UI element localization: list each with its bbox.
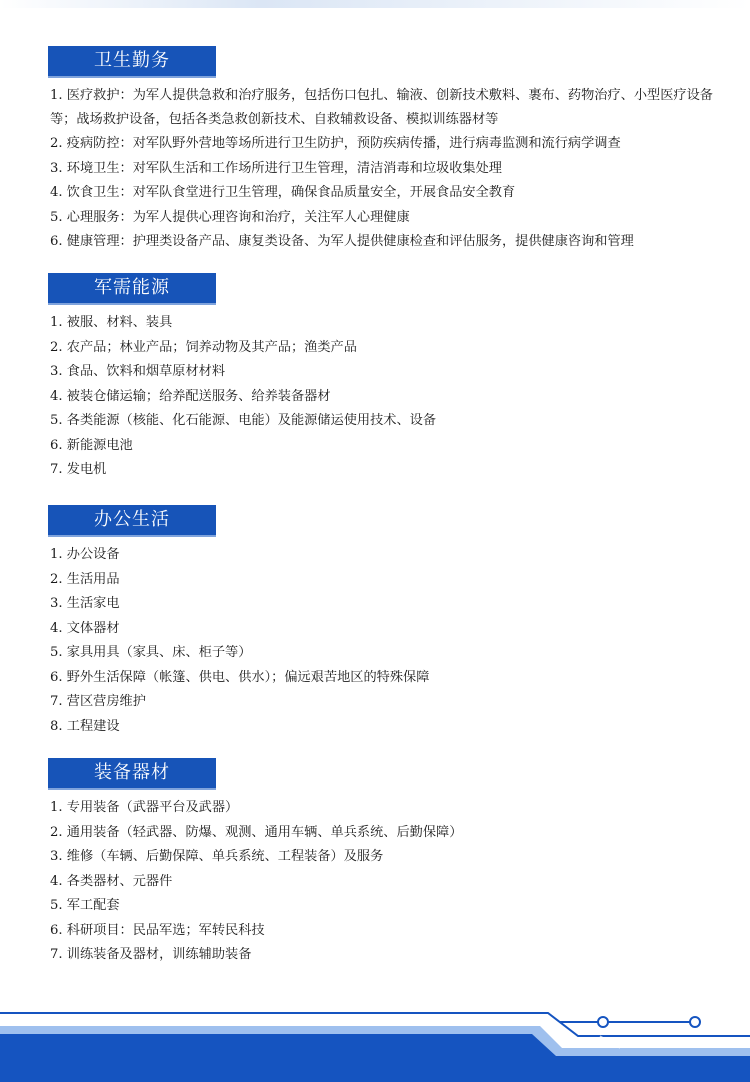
top-gradient-bar	[0, 0, 750, 8]
section-title: 办公生活	[48, 505, 216, 535]
list-item: 7. 发电机	[50, 462, 107, 477]
item-list	[50, 311, 436, 483]
list-item: 7. 营区营房维护	[50, 694, 146, 709]
circuit-node-icon	[690, 1017, 700, 1027]
footer-dark-band	[0, 1034, 750, 1082]
footer-circuit-decoration	[0, 990, 750, 1082]
list-item: 2. 疫病防控：对军队野外营地等场所进行卫生防护，预防疾病传播，进行病毒监测和流行病学调查	[50, 136, 621, 151]
list-item: 4. 文体器材	[50, 620, 120, 636]
list-item: 6. 健康管理：护理类设备产品、康复类设备、为军人提供健康检查和评估服务，提供健康咨询和管理	[50, 234, 634, 249]
list-item: 5. 军工配套	[50, 898, 120, 913]
section-title: 卫生勤务	[48, 46, 216, 76]
list-item: 4. 各类器材、元器件	[50, 873, 173, 889]
list-item: 4. 饮食卫生：对军队食堂进行卫生管理，确保食品质量安全，开展食品安全教育	[50, 185, 516, 200]
list-item: 2. 农产品；林业产品；饲养动物及其产品；渔类产品	[50, 339, 357, 355]
list-item: 1. 被服、材料、装具	[50, 315, 173, 330]
list-item: 1. 医疗救护：为军人提供急救和治疗服务，包括伤口包扎、输液、创新技术敷料、裹布、药物治疗、小型医疗设备等；战场救护设备，包括各类急救创新技术、自救辅救设备、模拟训练器材等	[50, 88, 713, 127]
list-item: 6. 科研项目：民品军选；军转民科技	[50, 922, 265, 938]
list-item: 3. 维修（车辆、后勤保障、单兵系统、工程装备）及服务	[50, 849, 384, 864]
list-item: 6. 新能源电池	[50, 437, 133, 453]
list-item: 5. 心理服务：为军人提供心理咨询和治疗，关注军人心理健康	[50, 209, 410, 225]
list-item: 1. 办公设备	[50, 547, 120, 562]
circuit-line-accent	[600, 1036, 620, 1048]
list-item: 1. 专用装备（武器平台及武器）	[50, 800, 239, 815]
circuit-node-icon	[598, 1017, 608, 1027]
item-list	[50, 543, 429, 739]
list-item: 3. 食品、饮料和烟草原材材料	[50, 364, 226, 379]
list-item: 7. 训练装备及器材，训练辅助装备	[50, 947, 252, 962]
list-item: 5. 家具用具（家具、床、柜子等）	[50, 645, 252, 660]
list-item: 4. 被装仓储运输；给养配送服务、给养装备器材	[50, 388, 331, 404]
list-item: 6. 野外生活保障（帐篷、供电、供水）；偏远艰苦地区的特殊保障	[50, 669, 430, 685]
list-item: 3. 环境卫生：对军队生活和工作场所进行卫生管理，清洁消毒和垃圾收集处理	[50, 160, 502, 176]
list-item: 2. 通用装备（轻武器、防爆、观测、通用车辆、单兵系统、后勤保障）	[50, 824, 463, 840]
list-item: 2. 生活用品	[50, 571, 120, 587]
list-item: 8. 工程建设	[50, 718, 120, 734]
item-list	[50, 84, 715, 255]
item-list	[50, 796, 462, 968]
section-title: 军需能源	[48, 273, 216, 303]
list-item: 5. 各类能源（核能、化石能源、电能）及能源储运使用技术、设备	[50, 413, 437, 428]
list-item: 3. 生活家电	[50, 596, 120, 611]
section-title: 装备器材	[48, 758, 216, 788]
